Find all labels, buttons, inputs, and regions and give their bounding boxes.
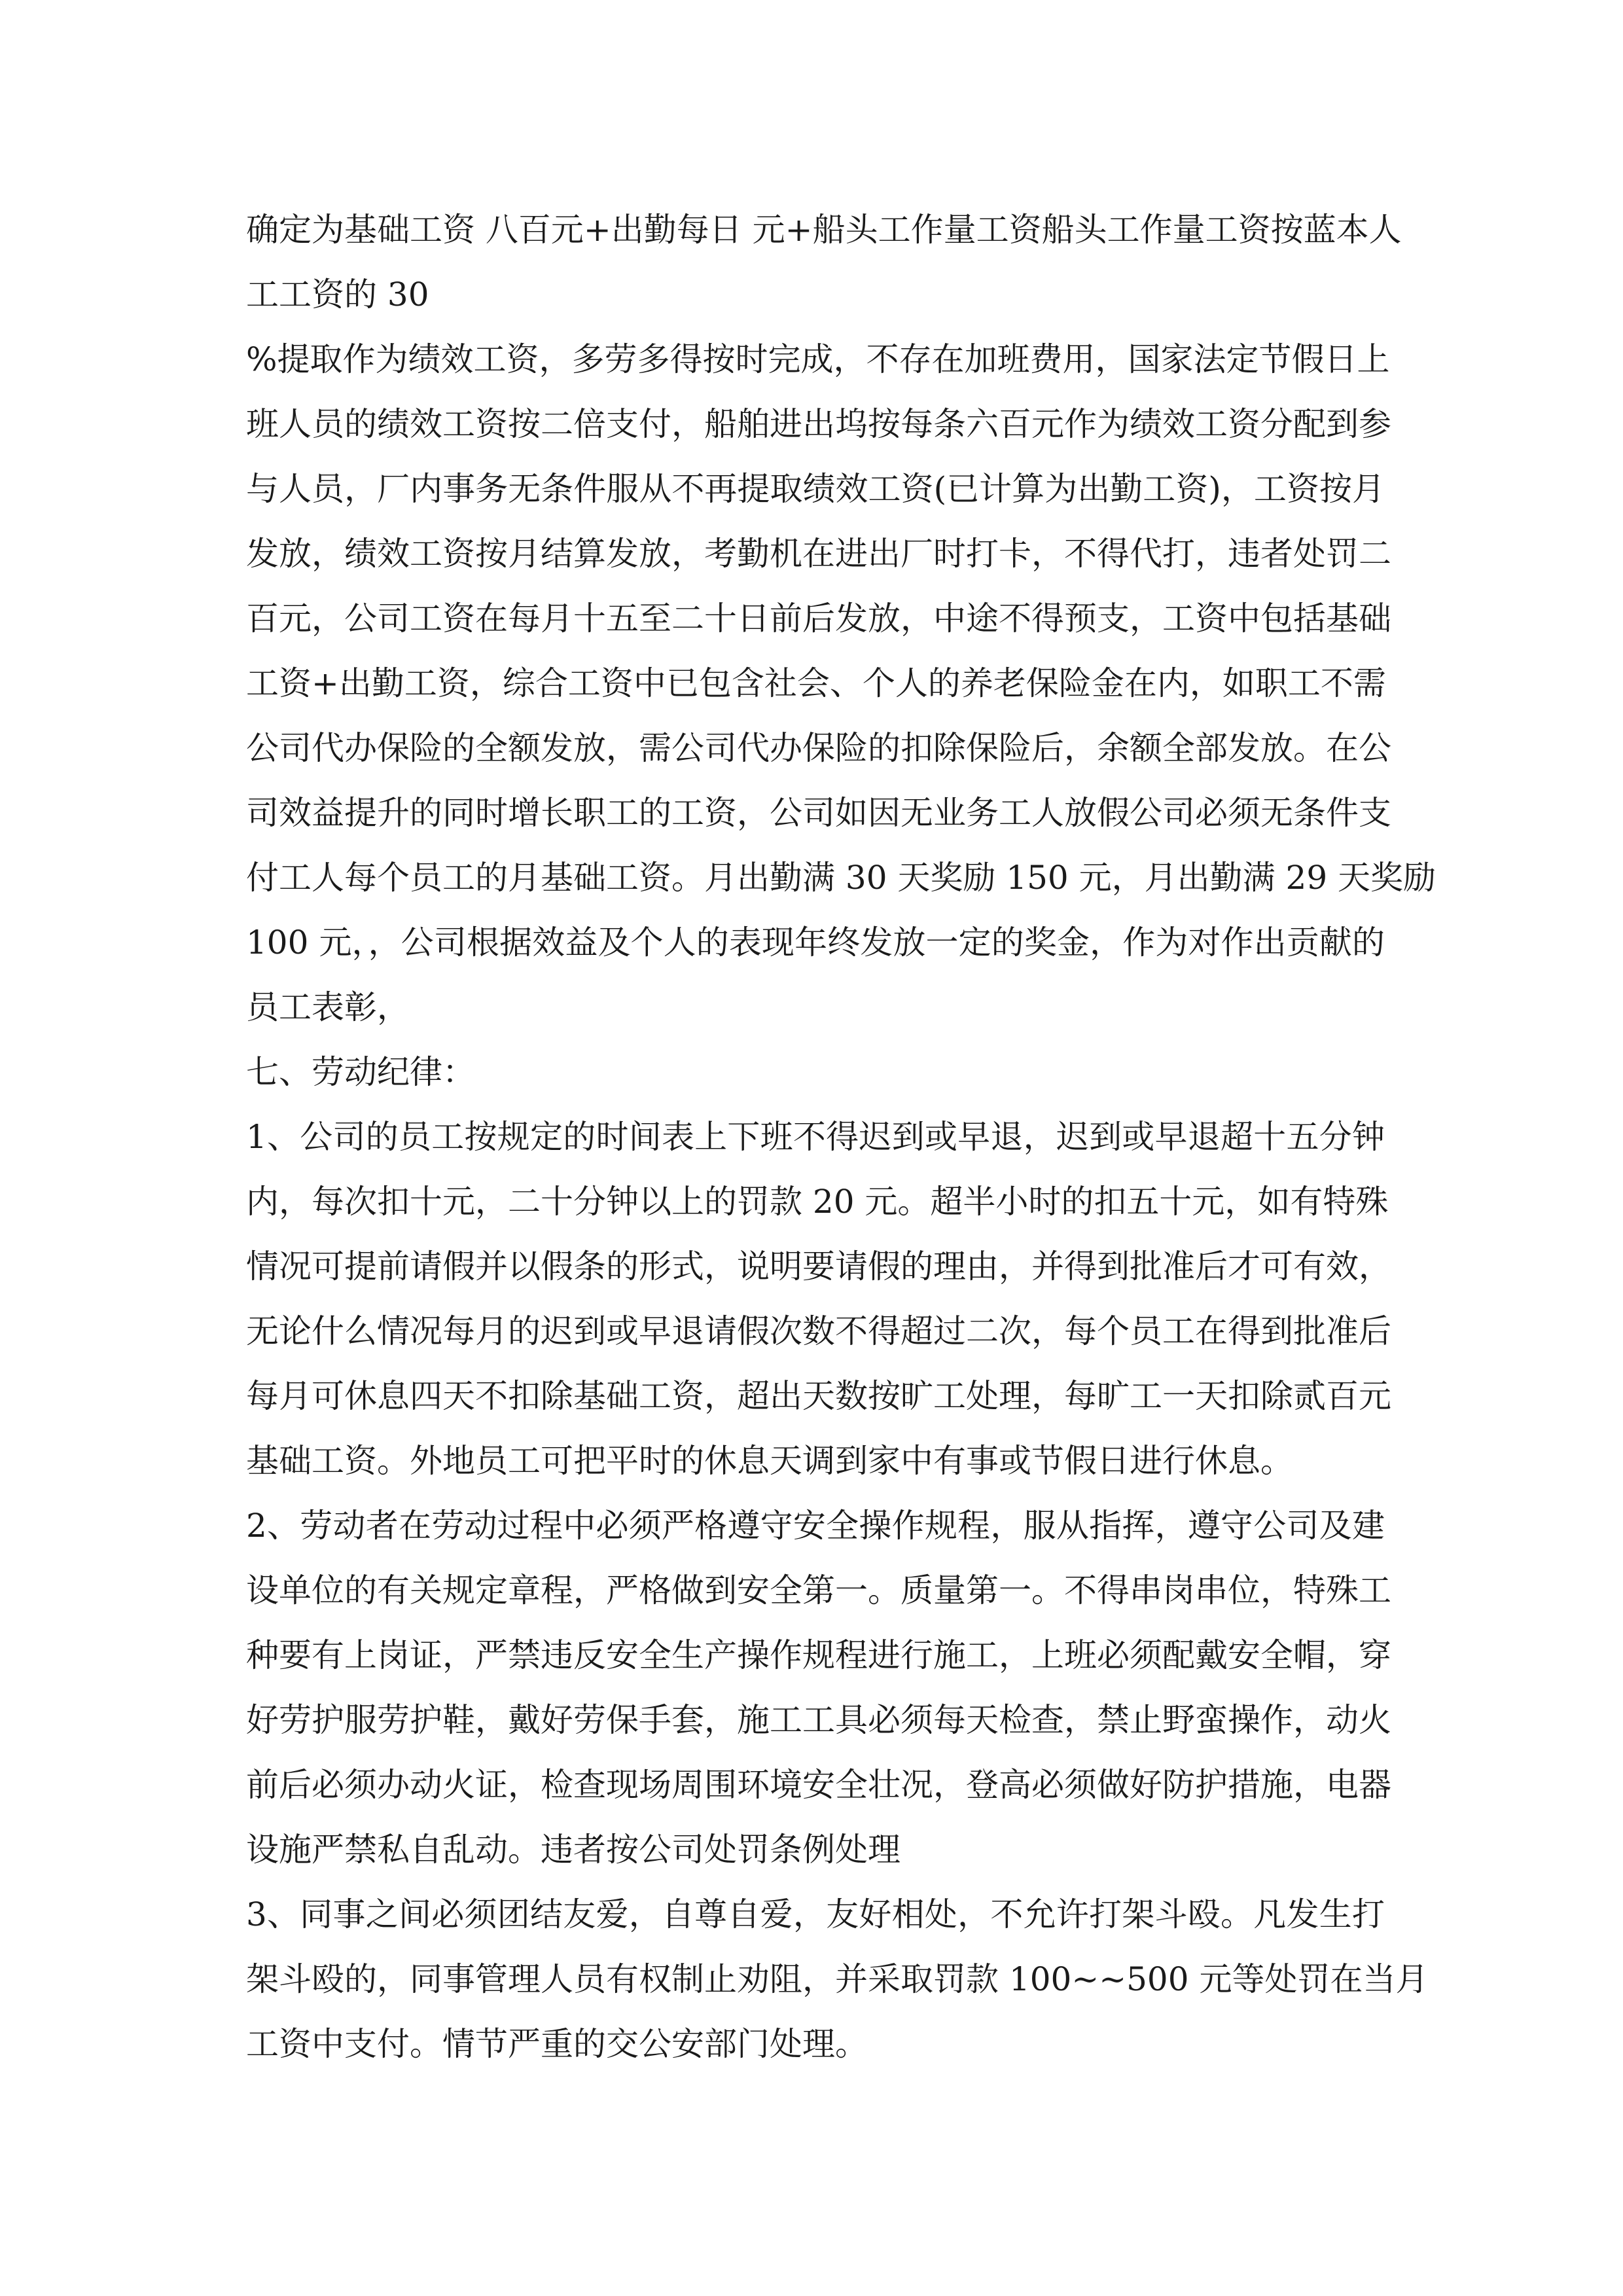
text-line: 工工资的 30 [246, 276, 429, 314]
text-line: 设施严禁私自乱动。违者按公司处罚条例处理 [246, 1831, 901, 1869]
text-line: %提取作为绩效工资，多劳多得按时完成，不存在加班费用，国家法定节假日上 [246, 340, 1390, 378]
text-line: 3、同事之间必须团结友爱，自尊自爱，友好相处，不允许打架斗殴。凡发生打 [246, 1895, 1385, 1933]
text-line: 基础工资。外地员工可把平时的休息天调到家中有事或节假日进行休息。 [246, 1442, 1293, 1480]
text-line: 100 元，，公司根据效益及个人的表现年终发放一定的奖金，作为对作出贡献的 [246, 924, 1385, 961]
text-line: 公司代办保险的全额发放，需公司代办保险的扣除保险后，余额全部发放。在公 [246, 729, 1391, 767]
text-line: 架斗殴的，同事管理人员有权制止劝阻，并采取罚款 100~~500 元等处罚在当月 [246, 1960, 1429, 1998]
text-line: 百元，公司工资在每月十五至二十日前后发放，中途不得预支，工资中包括基础 [246, 600, 1391, 637]
text-line: 2、劳动者在劳动过程中必须严格遵守安全操作规程，服从指挥，遵守公司及建 [246, 1507, 1385, 1545]
document-body [246, 198, 1436, 2077]
text-line: 种要有上岗证，严禁违反安全生产操作规程进行施工，上班必须配戴安全帽，穿 [246, 1636, 1391, 1674]
text-line: 1、公司的员工按规定的时间表上下班不得迟到或早退，迟到或早退超十五分钟 [246, 1118, 1385, 1156]
text-line: 工资+出勤工资，综合工资中已包含社会、个人的养老保险金在内，如职工不需 [246, 664, 1386, 702]
text-line: 好劳护服劳护鞋，戴好劳保手套，施工工具必须每天检查，禁止野蛮操作，动火 [246, 1701, 1391, 1739]
text-line: 付工人每个员工的月基础工资。月出勤满 30 天奖励 150 元，月出勤满 29 天奖励 [246, 859, 1436, 897]
text-line: 发放，绩效工资按月结算发放，考勤机在进出厂时打卡，不得代打，违者处罚二 [246, 535, 1391, 573]
text-line: 前后必须办动火证，检查现场周围环境安全壮况，登高必须做好防护措施，电器 [246, 1766, 1391, 1804]
text-line: 员工表彰， [246, 988, 410, 1026]
text-line: 每月可休息四天不扣除基础工资，超出天数按旷工处理，每旷工一天扣除贰百元 [246, 1377, 1391, 1415]
text-line: 确定为基础工资 八百元+出勤每日 元+船头工作量工资船头工作量工资按蓝本人 [246, 211, 1402, 249]
text-line: 七、劳动纪律： [246, 1053, 475, 1091]
text-line: 司效益提升的同时增长职工的工资，公司如因无业务工人放假公司必须无条件支 [246, 794, 1391, 832]
text-line: 工资中支付。情节严重的交公安部门处理。 [246, 2025, 868, 2063]
text-line: 与人员，厂内事务无条件服从不再提取绩效工资(已计算为出勤工资)，工资按月 [246, 470, 1385, 508]
text-line: 无论什么情况每月的迟到或早退请假次数不得超过二次，每个员工在得到批准后 [246, 1312, 1391, 1350]
text-line: 情况可提前请假并以假条的形式，说明要请假的理由，并得到批准后才可有效， [246, 1247, 1391, 1285]
text-line: 设单位的有关规定章程，严格做到安全第一。质量第一。不得串岗串位，特殊工 [246, 1571, 1391, 1609]
text-line: 内，每次扣十元，二十分钟以上的罚款 20 元。超半小时的扣五十元，如有特殊 [246, 1183, 1389, 1221]
text-line: 班人员的绩效工资按二倍支付，船舶进出坞按每条六百元作为绩效工资分配到参 [246, 405, 1391, 443]
